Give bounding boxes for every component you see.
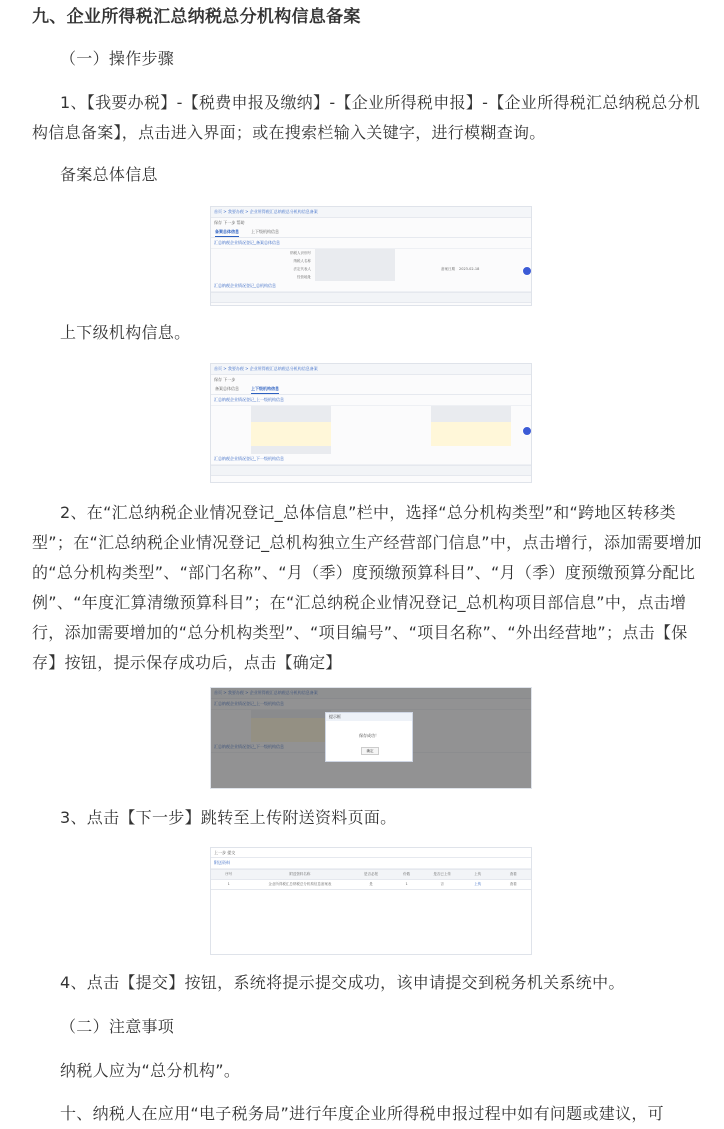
section-10-text: 十、纳税人在应用“电子税务局”进行年度企业所得税申报过程中如有问题或建议，可 (60, 1104, 664, 1123)
tab-branch-info[interactable]: 上下级机构信息 (251, 229, 279, 234)
col-header: 是否已上传 (433, 872, 451, 876)
toolbar: 保存 下一步 (214, 377, 236, 382)
screenshot-branch-info (210, 363, 532, 483)
section-title: 汇总纳税企业情况登记_下一级机构信息 (211, 454, 531, 465)
table-row (211, 880, 531, 890)
help-fab-icon[interactable] (522, 266, 532, 276)
field-value[interactable] (251, 430, 331, 438)
breadcrumb: 首页 > 我要办税 > 企业所得税汇总纳税总分机构信息备案 (211, 207, 531, 218)
attachments-table-header (211, 869, 531, 880)
subheading-notes: （二）注意事项 (60, 1017, 175, 1036)
save-success-dialog (325, 712, 413, 762)
step-3-text: 3、点击【下一步】跳转至上传附送资料页面。 (60, 808, 397, 827)
section-title: 汇总纳税企业情况登记_上一级机构信息 (211, 395, 531, 406)
step-1-text: 1、【我要办税】-【税费申报及缴纳】-【企业所得税申报】-【企业所得税汇总纳税总分机构信息备案】，点击进入界面；或在搜索栏输入关键字，进行模糊查询。 (32, 93, 701, 142)
cell: 1 (405, 882, 408, 886)
label-branch-info: 上下级机构信息。 (60, 323, 191, 342)
step-4-text: 4、点击【提交】按钮，系统将提示提交成功，该申请提交到税务机关系统中。 (60, 973, 625, 992)
col-header: 上传 (474, 872, 482, 876)
field-value[interactable] (251, 422, 331, 430)
col-header: 查看 (509, 872, 517, 876)
table-header (211, 292, 531, 303)
tab-bar (211, 227, 531, 238)
toolbar: 上一步 提交 (211, 848, 531, 858)
cell: 1 (227, 882, 230, 886)
tab-bar (211, 384, 531, 395)
breadcrumb: 首页 > 我要办税 > 企业所得税汇总纳税总分机构信息备案 (211, 364, 531, 375)
field-value (251, 406, 331, 414)
field-value[interactable] (431, 438, 511, 446)
field-value[interactable] (251, 438, 331, 446)
subheading-steps: （一）操作步骤 (60, 49, 175, 68)
table-header (211, 465, 531, 476)
field-value (315, 257, 395, 265)
upload-link[interactable]: 上传 (474, 882, 482, 886)
step-2-text: 2、在“汇总纳税企业情况登记_总体信息”栏中，选择“总分机构类型”和“跨地区转移类型”；在“汇总纳税企业情况登记_总机构独立生产经营部门信息”中，点击增行，添加需要增加的“总分机构类型”、“部门名称”、“月（季）度预缴预算科目”、“月（季）度预缴预算分配比例”、“年度汇算清缴预算科目”；在“汇总纳税企业情况登记_总机构项目部信息”中，点击增行，添加需要增加的“总分机构类型”、“项目编号”、“项目名称”、“外出经营地”；点击【保存】按钮，提示保存成功后，点击【确定】 (32, 503, 702, 672)
field-value (251, 446, 331, 454)
field-value (315, 265, 395, 273)
dialog-title: 提示框 (326, 713, 412, 721)
cell: 企业所得税汇总纳税总分机构信息备案表 (268, 882, 332, 886)
date-label: 备案日期 (441, 267, 455, 271)
dialog-message: 保存成功！ (359, 733, 379, 738)
help-fab-icon[interactable] (522, 426, 532, 436)
field-value (251, 414, 331, 422)
toolbar: 保存 下一步 帮助 (214, 220, 245, 225)
col-header: 是否必报 (364, 872, 379, 876)
section-heading: 九、企业所得税汇总纳税总分机构信息备案 (32, 7, 361, 27)
view-link[interactable]: 查看 (509, 882, 517, 886)
attachments-title: 附送资料 (211, 858, 531, 869)
tab-total-info[interactable]: 备案总体信息 (215, 227, 239, 237)
note-text: 纳税人应为“总分机构”。 (60, 1061, 241, 1080)
cell: 是 (369, 882, 373, 886)
field-value[interactable] (431, 422, 511, 430)
col-header: 份数 (403, 872, 411, 876)
field-value[interactable] (431, 430, 511, 438)
tab-branch-info[interactable]: 上下级机构信息 (251, 384, 279, 394)
field-value (315, 249, 395, 257)
cell: 否 (440, 882, 444, 886)
field-value (431, 414, 511, 422)
field-value (431, 406, 511, 414)
field-label: 经营地址 (297, 275, 311, 279)
label-total-info: 备案总体信息 (60, 165, 158, 184)
screenshot-attachments (210, 847, 532, 955)
screenshot-save-dialog (210, 687, 532, 789)
col-header: 附送资料名称 (289, 872, 311, 876)
section-title: 汇总纳税企业情况登记_备案总体信息 (211, 238, 531, 249)
field-label: 法定代表人 (293, 267, 311, 271)
section-title: 汇总纳税企业情况登记_总机构信息 (211, 281, 531, 292)
field-label: 纳税人识别号 (290, 251, 311, 255)
field-label: 纳税人名称 (293, 259, 311, 263)
col-header: 序号 (225, 872, 233, 876)
date-value: 2023-02-18 (459, 267, 480, 271)
field-value (315, 273, 395, 281)
confirm-button[interactable]: 确定 (361, 747, 379, 755)
tab-total-info[interactable]: 备案总体信息 (215, 386, 239, 391)
screenshot-total-info (210, 206, 532, 306)
